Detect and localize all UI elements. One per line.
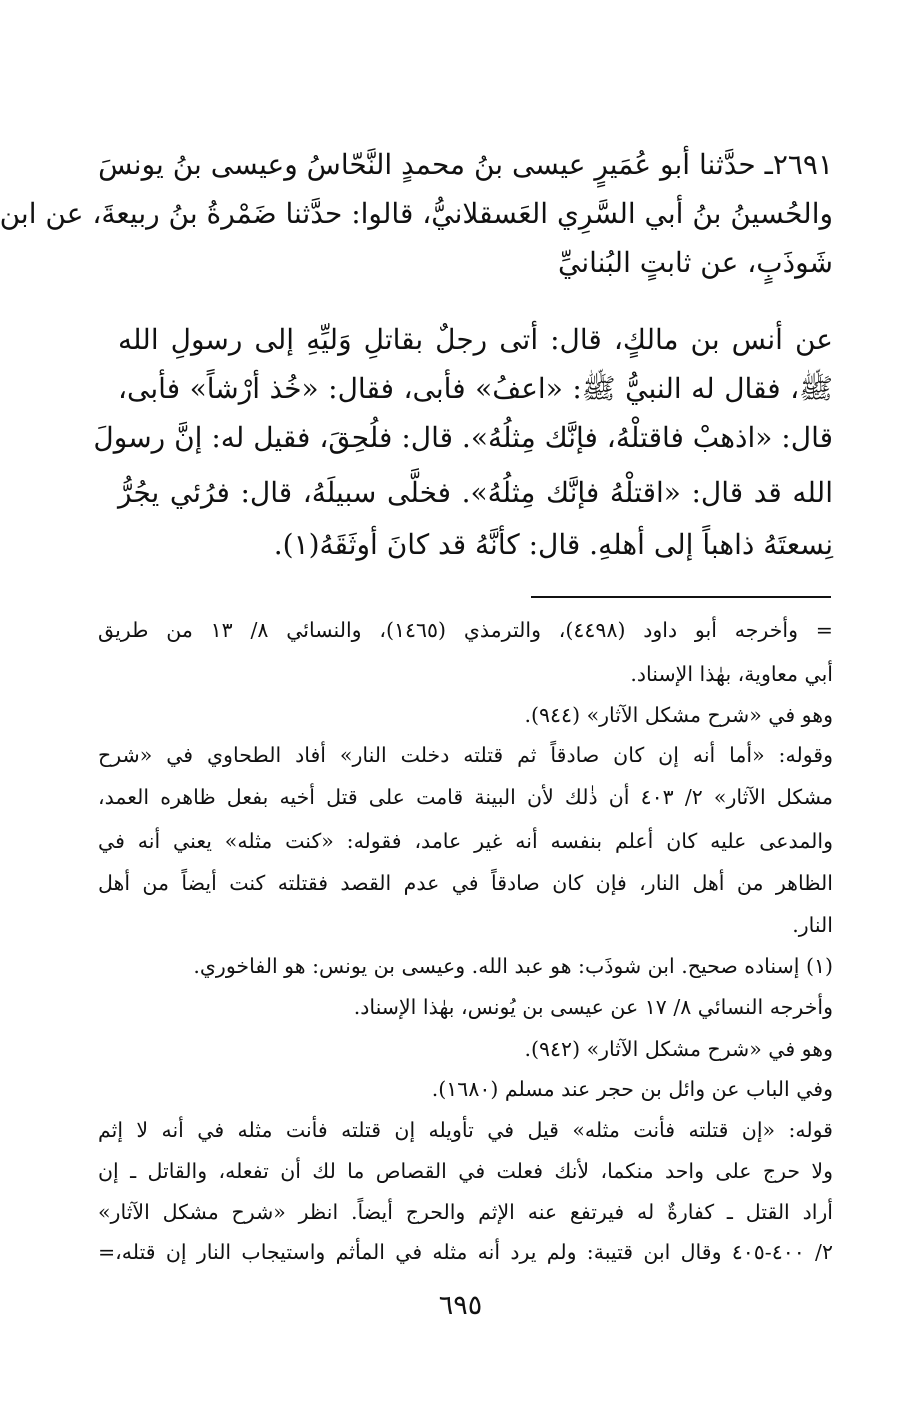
matn-line: نِسعتَهُ ذاهباً إلى أهلهِ. قال: كأنَّهُ قد كانَ أوثَقَهُ(١). (273, 528, 833, 561)
footnote-line: أبي معاوية، بهٰذا الإسناد. (630, 662, 833, 686)
footnote-1-line: وأخرجه النسائي ٨/ ١٧ عن عيسى بن يُونس، بهٰذا الإسناد. (353, 995, 833, 1019)
footnote-line: الظاهر من أهل النار، فإن كان صادقاً في عدم القصد فقتلته كنت أيضاً من أهل (98, 871, 833, 895)
matn-line: ﷺ، فقال له النبيُّ ﷺ: «اعفُ» فأبى، فقال: «خُذ أرْشاً» فأبى، (118, 372, 833, 405)
footnote-line: = وأخرجه أبو داود (٤٤٩٨)، والترمذي (١٤٦٥)، والنسائي ٨/ ١٣ من طريق (98, 618, 833, 642)
footnote-1-line: (١) إسناده صحيح. ابن شوذَب: هو عبد الله. وعيسى بن يونس: هو الفاخوري. (193, 954, 833, 978)
isnad-line: شَوذَبٍ، عن ثابتٍ البُنانيِّ (558, 246, 833, 279)
page-number: ٦٩٥ (438, 1290, 483, 1321)
footnote-line: والمدعى عليه كان أعلم بنفسه أنه غير عامد، فقوله: «كنت مثله» يعني أنه في (98, 829, 833, 853)
footnote-separator (531, 596, 831, 598)
footnote-1-line: ٢/ ٤٠٠-٤٠٥ وقال ابن قتيبة: ولم يرد أنه مثله في المأثم واستيجاب النار إن قتله،= (98, 1240, 833, 1264)
matn-line: الله قد قال: «اقتلْهُ فإنَّك مِثلُهُ». فخلَّى سبيلَهُ، قال: فرُئي يجُرُّ (118, 476, 833, 509)
footnote-1-line: قوله: «إن قتلته فأنت مثله» قيل في تأويله إن قتلته فأنت مثله في أنه لا إثم (98, 1118, 833, 1142)
footnote-line: وقوله: «أما أنه إن كان صادقاً ثم قتلته دخلت النار» أفاد الطحاوي في «شرح (98, 743, 833, 767)
footnote-1-line: أراد القتل ـ كفارةٌ له فيرتفع عنه الإثم والحرج أيضاً. انظر «شرح مشكل الآثار» (98, 1200, 833, 1224)
isnad-line: ٢٦٩١ـ حدَّثنا أبو عُمَيرٍ عيسى بنُ محمدٍ النَّحّاسُ وعيسى بنُ يونسَ (98, 148, 833, 181)
footnote-1-line: وهو في «شرح مشكل الآثار» (٩٤٢). (524, 1037, 833, 1061)
matn-line: عن أنس بن مالكٍ، قال: أتى رجلٌ بقاتلِ وَليِّهِ إلى رسولِ الله (118, 323, 833, 356)
footnote-line: وهو في «شرح مشكل الآثار» (٩٤٤). (524, 703, 833, 727)
footnote-1-line: ولا حرج على واحد منكما، لأنك فعلت في القصاص ما لك أن تفعله، والقاتل ـ إن (98, 1159, 833, 1183)
footnote-line: النار. (792, 913, 833, 937)
footnote-1-line: وفي الباب عن وائل بن حجر عند مسلم (١٦٨٠). (431, 1077, 833, 1101)
matn-line: قال: «اذهبْ فاقتلْهُ، فإنَّك مِثلُهُ». قال: فلُحِقَ، فقيل له: إنَّ رسولَ (93, 421, 833, 454)
isnad-line: والحُسينُ بنُ أبي السَّرِي العَسقلانيُّ، قالوا: حدَّثنا ضَمْرةُ بنُ ربيعةَ، عن ابن (0, 197, 833, 230)
footnote-line: مشكل الآثار» ٢/ ٤٠٣ أن ذٰلك لأن البينة قامت على قتل أخيه بفعل ظاهره العمد، (98, 785, 833, 809)
